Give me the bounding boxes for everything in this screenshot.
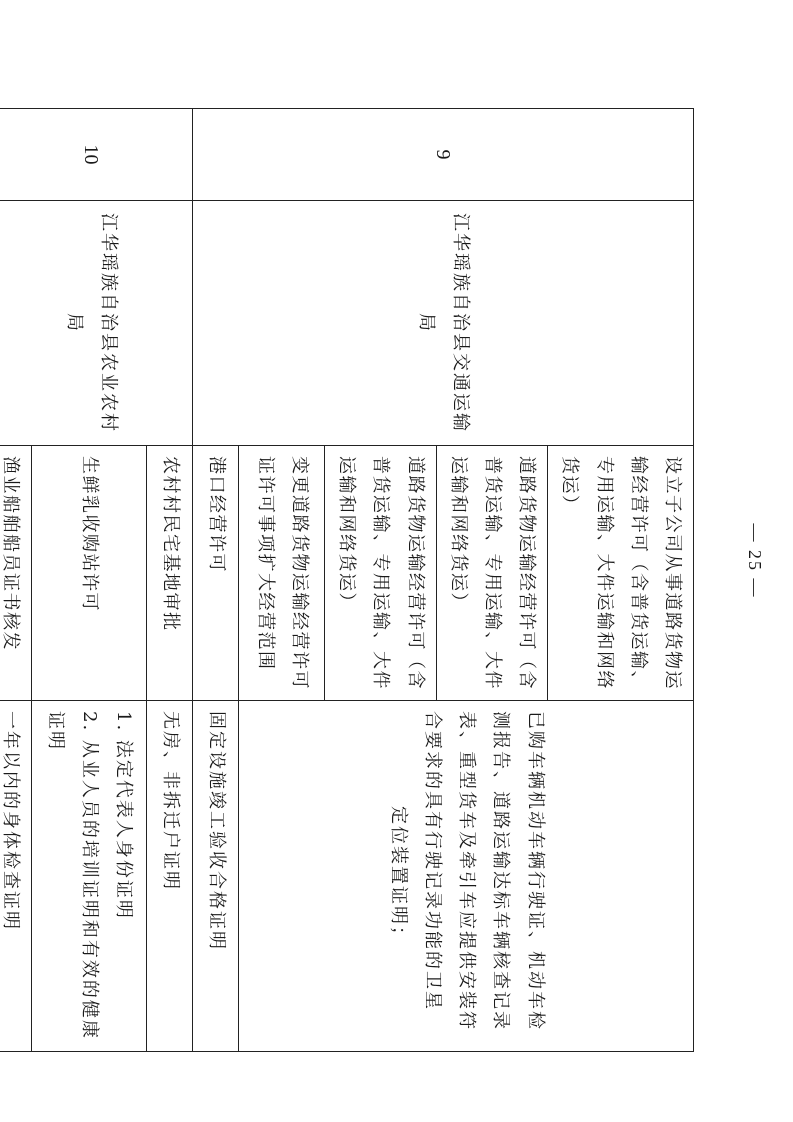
materials-text-end: 定位装置证明；: [387, 806, 409, 946]
materials-line: 2. 从业人员的培训证明和有效的健康证明: [45, 711, 101, 1040]
permit-item: 渔业船舶船员证书核发: [0, 446, 32, 701]
table-row: [548, 109, 694, 1052]
required-materials: 一年以内的身体检查证明: [0, 701, 32, 1052]
permit-item: 道路货物运输经营许可（含普货运输、专用运输、大件运输和网络货运）: [436, 446, 548, 701]
permit-item: 港口经营许可: [193, 446, 239, 701]
row-number: 10: [0, 109, 193, 201]
page-number: — 25 —: [745, 523, 765, 599]
department-name: 江华瑶族自治县交通运输局: [193, 201, 694, 446]
permit-item: 生鲜乳收购站许可: [32, 446, 147, 701]
table-row: [147, 109, 193, 1052]
materials-text: 已购车辆机动车辆行驶证、机动车检测报告、道路运输达标车辆核查记录表、重型货车及牵引车应提供安装符合要求的具有行驶记录功能的卫星: [421, 711, 546, 1031]
permit-item: 农村村民宅基地审批: [147, 446, 193, 701]
required-materials: 无房、非拆迁户证明: [147, 701, 193, 1052]
permit-item: 设立子公司从事道路货物运输经营许可（含普货运输、专用运输、大件运输和网络货运）: [548, 446, 694, 701]
permit-item: 变更道路货物运输经营许可证许可事项扩大经营范围: [239, 446, 325, 701]
permit-item: 道路货物运输经营许可（含普货运输、专用运输、大件运输和网络货运）: [325, 446, 437, 701]
required-materials: [32, 701, 147, 1052]
permit-table: [0, 108, 694, 1052]
department-name: 江华瑶族自治县农业农村局: [0, 201, 193, 446]
materials-line: 1. 法定代表人身份证明: [113, 711, 135, 920]
row-number: 9: [193, 109, 694, 201]
required-materials: 固定设施竣工验收合格证明: [193, 701, 239, 1052]
required-materials: [239, 701, 694, 1052]
